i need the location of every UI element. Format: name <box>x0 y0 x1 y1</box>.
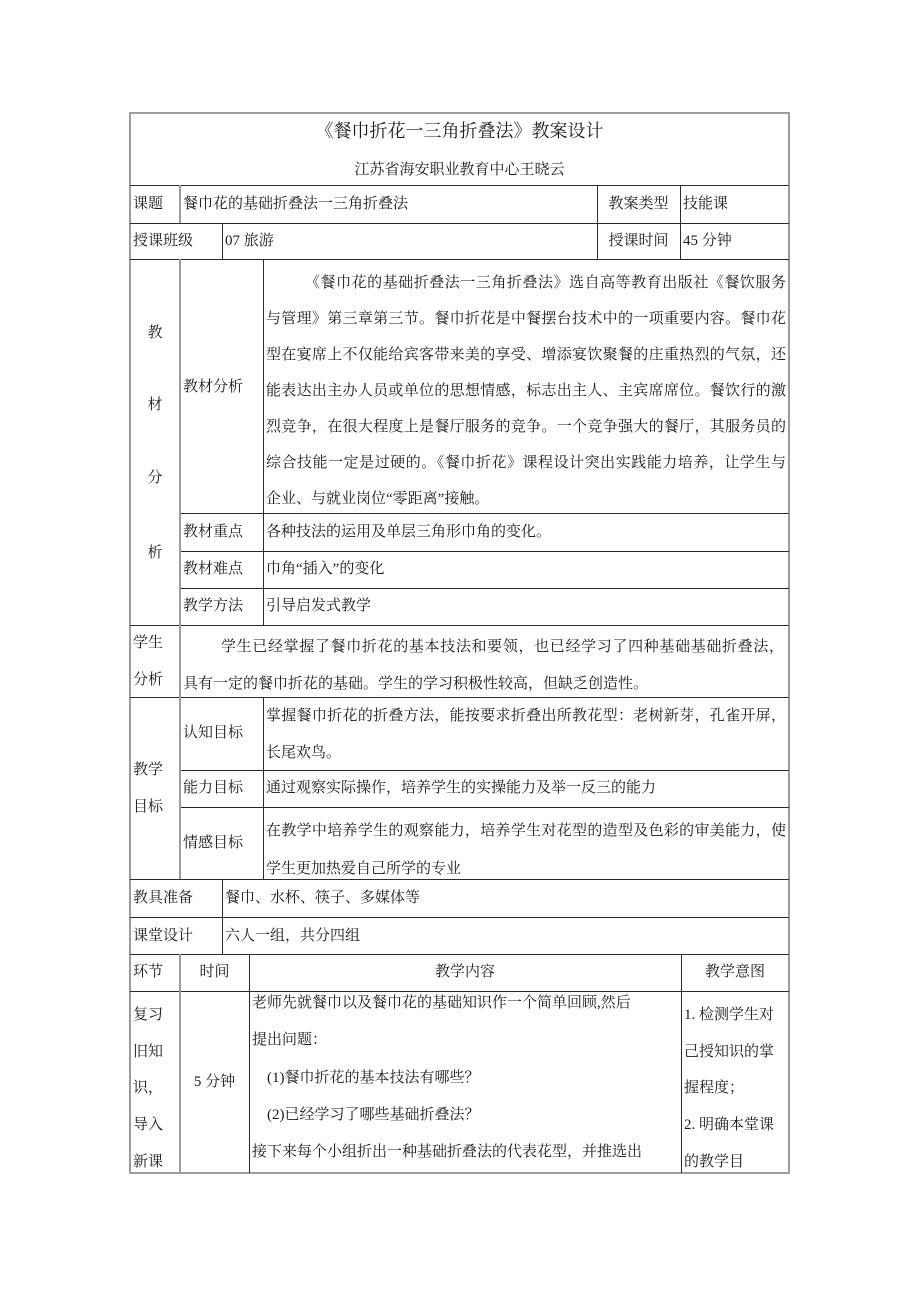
table-rule-h <box>180 551 789 552</box>
plan-type-label: 教案类型 <box>608 196 669 212</box>
topic-label: 课题 <box>133 196 164 212</box>
content-line: 提出问题： <box>252 1032 328 1048</box>
class-value: 07 旅游 <box>225 233 274 249</box>
class-design-value: 六人一组，共分四组 <box>225 928 361 944</box>
text-line: 烈竞争，在很大程度上是餐厅服务的竞争。一个竞争强大的餐厅，其服务员的 <box>266 419 786 435</box>
intent-line: 2. 明确本堂课 <box>684 1117 775 1133</box>
difficulties-label: 教材难点 <box>183 561 244 577</box>
text-line: 掌握餐巾折花的折叠方法，能按要求折叠出所教花型：老树新芽，孔雀开屏， <box>266 708 786 724</box>
intent-line: 的教学目 <box>684 1154 745 1170</box>
table-rule-v <box>680 185 681 259</box>
ability-goal-label: 能力目标 <box>183 780 244 796</box>
table-rule-h <box>130 991 789 992</box>
section-label-char: 材 <box>147 397 163 413</box>
table-rule-h <box>130 223 789 224</box>
table-rule-h <box>130 697 789 698</box>
table-border-left <box>129 112 131 1174</box>
topic-value: 餐巾花的基础折叠法一三角折叠法 <box>183 196 409 212</box>
table-rule-v <box>179 954 181 1173</box>
intent-line: 1. 检测学生对 <box>684 1007 775 1023</box>
document-title: 《餐巾折花一三角折叠法》教案设计 <box>315 121 604 141</box>
table-border-bottom <box>130 1172 790 1174</box>
objectives-label-line: 目标 <box>133 799 164 815</box>
stage-line: 识， <box>133 1080 164 1096</box>
table-border-top <box>130 112 790 114</box>
table-rule-v <box>222 879 223 954</box>
tools-value: 餐巾、水杯、筷子、多媒体等 <box>225 890 421 906</box>
table-rule-v <box>179 259 181 879</box>
class-label: 授课班级 <box>133 233 194 249</box>
table-rule-v <box>263 259 264 625</box>
text-line: 长尾欢鸟。 <box>266 745 342 761</box>
table-rule-h <box>180 588 789 589</box>
table-rule-h <box>130 879 789 880</box>
table-border-right <box>788 112 790 1174</box>
header-content: 教学内容 <box>434 964 495 980</box>
header-intent: 教学意图 <box>704 964 765 980</box>
text-line: 综合技能一定是过硬的。《餐巾折花》课程设计突出实践能力培养，让学生与 <box>266 455 786 471</box>
text-line: 在教学中培养学生的观察能力，培养学生对花型的造型及色彩的审美能力，使 <box>266 823 786 839</box>
section-label-char: 析 <box>147 545 163 561</box>
key-points-value: 各种技法的运用及单层三角形巾角的变化。 <box>266 524 552 540</box>
table-rule-h <box>180 770 789 771</box>
stage-line: 复习 <box>133 1007 164 1023</box>
analysis-label: 教材分析 <box>183 379 244 395</box>
table-rule-h <box>130 259 789 260</box>
students-label-line: 学生 <box>133 635 164 651</box>
text-line: 企业、与就业岗位“零距离”接触。 <box>266 491 490 507</box>
duration-label: 授课时间 <box>608 233 669 249</box>
table-rule-v <box>249 954 250 1173</box>
table-rule-v <box>681 954 682 1173</box>
text-line: 具有一定的餐巾折花的基础。学生的学习积极性较高，但缺乏创造性。 <box>183 676 649 692</box>
text-line: 学生更加热爱自己所学的专业 <box>266 861 462 877</box>
text-line: 通过观察实际操作，培养学生的实操能力及举一反三的能力 <box>266 780 657 796</box>
affective-goal-label: 情感目标 <box>183 835 244 851</box>
intent-line: 己授知识的掌 <box>684 1044 775 1060</box>
cognitive-goal-label: 认知目标 <box>183 725 244 741</box>
method-value: 引导启发式教学 <box>266 598 372 614</box>
table-rule-h <box>130 917 789 918</box>
author-line: 江苏省海安职业教育中心王晓云 <box>354 162 565 178</box>
section-label-char: 分 <box>147 470 163 486</box>
students-label-line: 分析 <box>133 672 164 688</box>
intent-line: 握程度； <box>684 1080 745 1096</box>
plan-type-value: 技能课 <box>683 196 729 212</box>
table-rule-h <box>130 625 789 626</box>
table-rule-v <box>179 185 181 223</box>
header-time: 时间 <box>199 964 230 980</box>
stage-line: 新课 <box>133 1154 164 1170</box>
text-line: 学生已经掌握了餐巾折花的基本技法和要领，也已经学习了四种基础基础折叠法， <box>221 639 784 655</box>
content-line: 接下来每个小组折出一种基础折叠法的代表花型，并推选出 <box>252 1144 643 1160</box>
table-rule-h <box>130 185 789 186</box>
content-line: 老师先就餐巾以及餐巾花的基础知识作一个简单回顾,然后 <box>252 995 631 1011</box>
header-stage: 环节 <box>133 964 164 980</box>
tools-label: 教具准备 <box>133 890 194 906</box>
table-rule-h <box>180 807 789 808</box>
table-rule-h <box>130 954 789 955</box>
text-line: 能表达出主办人员或单位的思想情感，标志出主人、主宾席席位。餐饮行的激 <box>266 383 786 399</box>
table-rule-v <box>222 223 223 259</box>
text-line: 型在宴席上不仅能给宾客带来美的享受、增添宴饮聚餐的庄重热烈的气氛，还 <box>266 347 786 363</box>
method-label: 教学方法 <box>183 598 244 614</box>
difficulties-value: 巾角“插入”的变化 <box>266 561 385 577</box>
stage-line: 导入 <box>133 1117 164 1133</box>
objectives-label-line: 教学 <box>133 762 164 778</box>
table-rule-h <box>180 513 789 514</box>
class-design-label: 课堂设计 <box>133 928 194 944</box>
text-line: 《餐巾花的基础折叠法一三角折叠法》选自高等教育出版社《餐饮服务 <box>305 275 786 291</box>
duration-value: 45 分钟 <box>683 233 732 249</box>
content-line: (2)已经学习了哪些基础折叠法？ <box>267 1107 480 1123</box>
time-value: 5 分钟 <box>193 1074 236 1090</box>
table-rule-v <box>263 697 264 879</box>
text-line: 与管理》第三章第三节。餐巾折花是中餐摆台技术中的一项重要内容。餐巾花 <box>266 311 786 327</box>
content-line: (1)餐巾折花的基本技法有哪些？ <box>267 1070 480 1086</box>
stage-line: 旧知 <box>133 1044 164 1060</box>
section-label-char: 教 <box>147 325 163 341</box>
key-points-label: 教材重点 <box>183 524 244 540</box>
